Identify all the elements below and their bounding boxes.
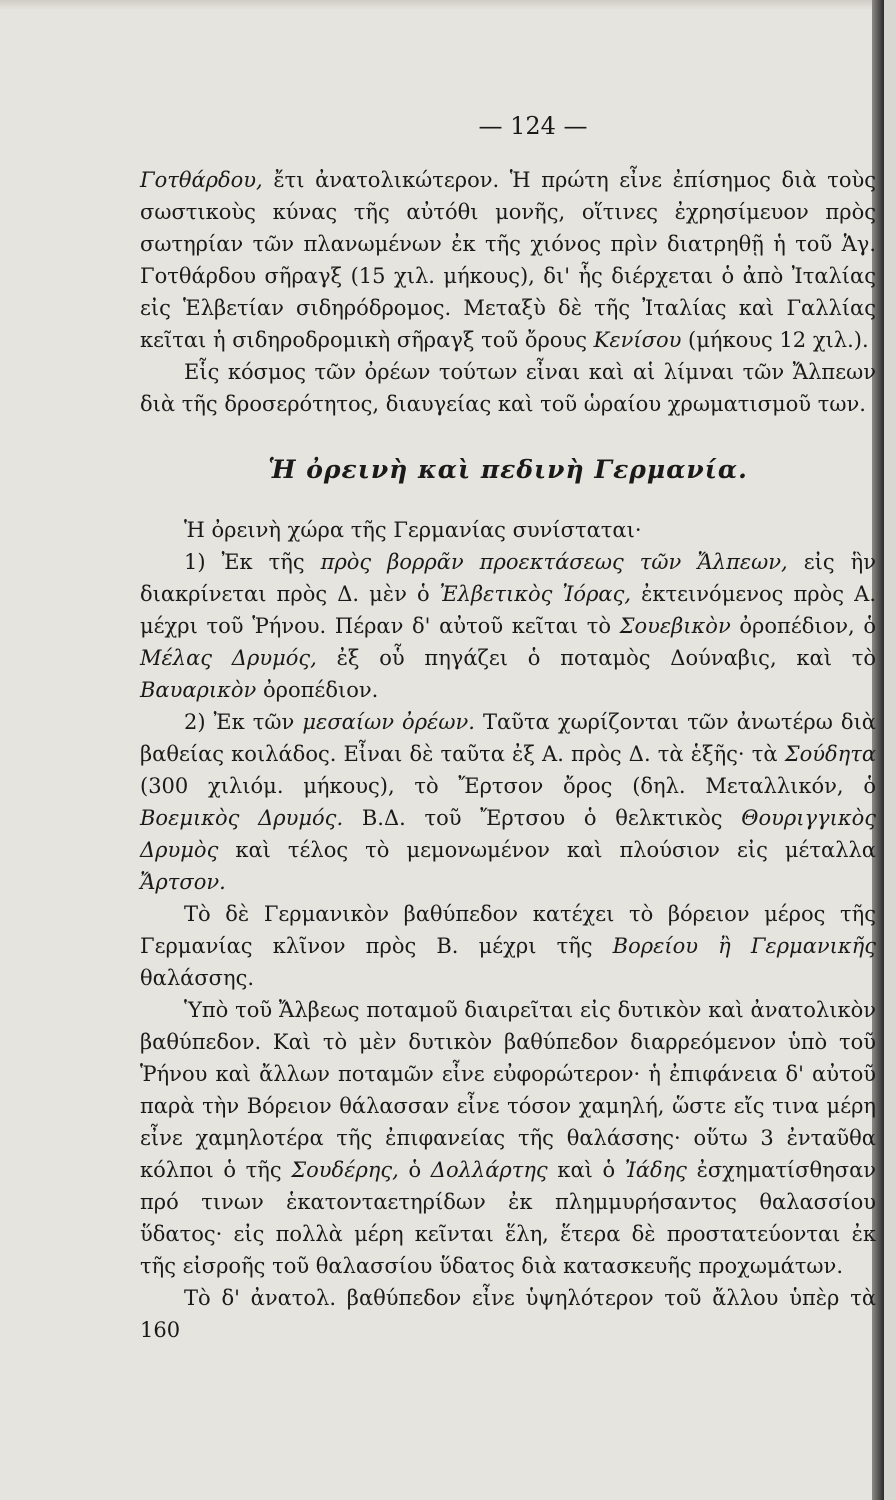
italic-term: Βοεμικὸς Δρυμός.	[140, 806, 344, 830]
paragraph-east-lowland: Τὸ δ' ἀνατολ. βαθύπεδον εἶνε ὑψηλότερον τοῦ ἄλλου ὑπὲρ τὰ 160	[140, 1286, 876, 1342]
paragraph-alpine-lakes: Εἷς κόσμος τῶν ὀρέων τούτων εἶναι καὶ αἱ λίμναι τῶν Ἄλπεων διὰ τῆς δροσερότητος, διαυγείας καὶ τοῦ ὡραίου χρωματισμοῦ των.	[140, 360, 876, 416]
page-number: — 124 —	[478, 112, 588, 140]
italic-term: Ἰάδης	[624, 1158, 687, 1182]
paragraph-text: καὶ τέλος τὸ μεμονωμένον καὶ πλούσιον εἰς μέταλλα	[218, 838, 876, 862]
paragraph-gotthard	[140, 164, 876, 356]
italic-term: Σουδέρης,	[291, 1158, 399, 1182]
italic-term: Γοτθάρδου,	[140, 168, 263, 192]
page-top-shadow	[0, 0, 884, 10]
paragraph-text: ἐκτεινόμενος πρὸς Α. μέχρι τοῦ Ῥήνου. Πέραν δ' αὐτοῦ κεῖται τὸ	[140, 582, 876, 638]
paragraph-text: (μήκους 12 χιλ.).	[681, 328, 869, 352]
italic-term: Ἐλβετικὸς Ἰόρας,	[439, 582, 632, 606]
paragraph-elbe	[140, 994, 876, 1282]
paragraph-text: Τὸ δὲ Γερμανικὸν βαθύπεδον κατέχει τὸ βόρειον μέρος τῆς Γερμανίας κλῖνον πρὸς Β. μέχρι τῆς	[140, 902, 876, 958]
italic-term: Σούδητα	[784, 742, 876, 766]
paragraph-text: εἰς ἣν διακρίνεται πρὸς Δ. μὲν ὁ	[140, 550, 876, 606]
paragraph-item-1	[140, 546, 876, 706]
paragraph-item-2	[140, 706, 876, 898]
italic-term: Μέλας Δρυμός,	[140, 646, 317, 670]
italic-term: Ἄρτσον.	[140, 870, 226, 894]
paragraph-text: Ὑπὸ τοῦ Ἄλβεως ποταμοῦ διαιρεῖται εἰς δυτικὸν καὶ ἀνατολικὸν βαθύπεδον. Καὶ τὸ μὲν δυτικὸν βαθύπεδον διαρρεόμενον ὑπὸ τοῦ Ῥήνου καὶ ἄλλων ποταμῶν εἶνε εὐφορώτερον· ἡ ἐπιφάνεια δ' αὐτοῦ παρὰ τὴν Βόρειον θάλασσαν εἶνε τόσον χαμηλή, ὥστε εἴς τινα μέρη εἶνε χαμηλοτέρα τῆς ἐπιφανείας τῆς θαλάσσης· οὕτω 3 ἐνταῦθα κόλποι ὁ τῆς	[140, 998, 876, 1182]
paragraph-text: ἔτι ἀνατολικώτερον. Ἡ πρώτη εἶνε ἐπίσημος διὰ τοὺς σωστικοὺς κύνας τῆς αὐτόθι μονῆς, οἵτινες ἐχρησίμευον πρὸς σωτηρίαν τῶν πλανωμένων ἐκ τῆς χιόνος πρὶν διατρηθῇ ἡ τοῦ Ἁγ. Γοτθάρδου σῆραγξ (15 χιλ. μήκους), δι' ἧς διέρχεται ὁ ἀπὸ Ἰταλίας εἰς Ἑλβετίαν σιδηρόδρομος. Μεταξὺ δὲ τῆς Ἰταλίας καὶ Γαλλίας κεῖται ἡ σιδηροδρομικὴ σῆραγξ τοῦ ὄρους	[140, 168, 876, 352]
italic-term: Βαυαρικὸν	[140, 678, 257, 702]
paragraph-text: 1) Ἐκ τῆς	[184, 550, 321, 574]
paragraph-text: 2) Ἐκ τῶν	[184, 710, 303, 734]
italic-term: Θουριγγικὸς Δρυμὸς	[140, 806, 876, 862]
paragraph-text: καὶ ὁ	[547, 1158, 625, 1182]
italic-term: Βορείου ἢ Γερμανικῆς	[612, 934, 876, 958]
paragraph-intro: Ἡ ὀρεινὴ χώρα τῆς Γερμανίας συνίσταται·	[184, 518, 642, 542]
page-text	[140, 110, 876, 1346]
paragraph-text: θαλάσσης.	[140, 966, 255, 990]
italic-term: Σουεβικὸν	[619, 614, 731, 638]
paragraph-text: Β.Δ. τοῦ Ἔρτσου ὁ θελκτικὸς	[343, 806, 742, 830]
italic-term: Κενίσου	[593, 328, 682, 352]
italic-term: Δολλάρτης	[430, 1158, 548, 1182]
paragraph-text: ὀροπέδιον.	[256, 678, 379, 702]
paragraph-text: ὀροπέδιον, ὁ	[730, 614, 876, 638]
paragraph-text: Ταῦτα χωρίζονται τῶν ἀνωτέρω διὰ βαθείας κοιλάδος. Εἶναι δὲ ταῦτα ἐξ Α. πρὸς Δ. τὰ ἑξῆς· τὰ	[140, 710, 876, 766]
paragraph-text: ἐξ οὗ πηγάζει ὁ ποταμὸς Δούναβις, καὶ τὸ	[316, 646, 876, 670]
italic-term: μεσαίων ὀρέων.	[302, 710, 475, 734]
section-heading: Ἡ ὀρεινὴ καὶ πεδινὴ Γερμανία.	[268, 455, 748, 484]
paragraph-text: (300 χιλιόμ. μήκους), τὸ Ἔρτσον ὄρος (δηλ. Μεταλλικόν, ὁ	[140, 774, 876, 798]
paragraph-text: ὁ	[398, 1158, 431, 1182]
italic-term: πρὸς βορρᾶν προεκτάσεως τῶν Ἄλπεων,	[320, 550, 788, 574]
paragraph-lowland	[140, 898, 876, 994]
paragraph-text: ἐσχηματίσθησαν πρό τινων ἑκατονταετηρίδων ἐκ πλημμυρήσαντος θαλασσίου ὕδατος· εἰς πολλὰ μέρη κεῖνται ἕλη, ἕτερα δὲ προστατεύονται ἐκ τῆς εἰσροῆς τοῦ θαλασσίου ὕδατος διὰ κατασκευῆς προχωμάτων.	[140, 1158, 877, 1278]
